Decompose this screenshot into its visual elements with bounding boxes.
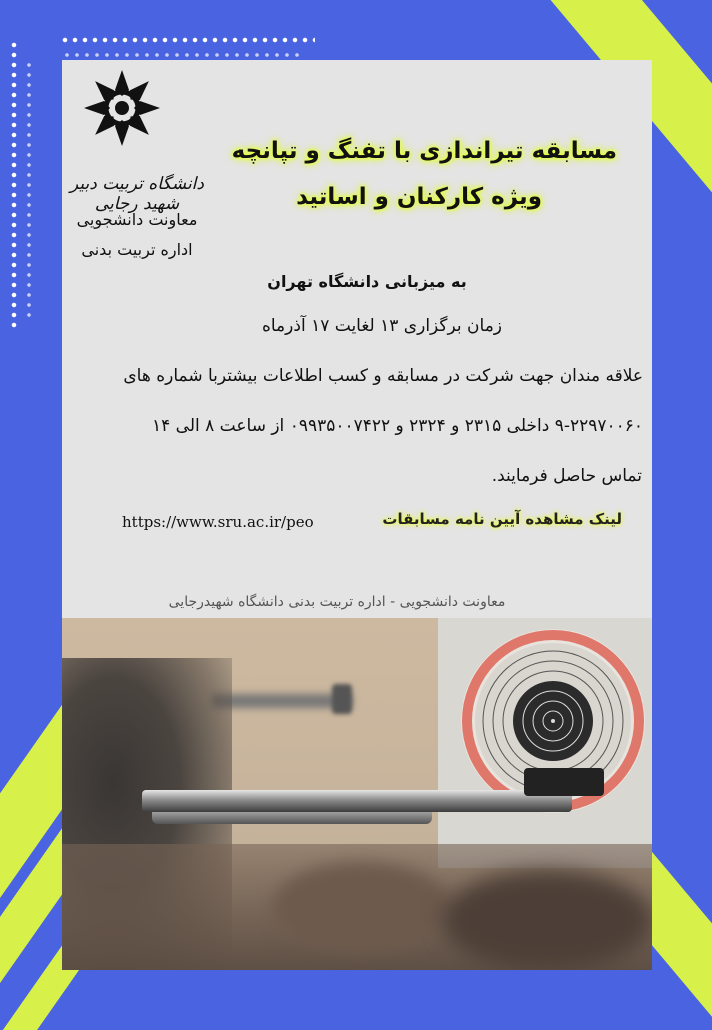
- shooting-photo: [62, 618, 652, 970]
- contact-info-line-2: ۹-۲۲۹۷۰۰۶۰ داخلی ۲۳۱۵ و ۲۳۲۴ و ۰۹۹۳۵۰۰۷۴۲۲ از ساعت ۸ الی ۱۴: [151, 416, 643, 436]
- foreground-blur: [272, 862, 452, 952]
- host-text: به میزبانی دانشگاه تهران: [267, 272, 467, 291]
- poster-title-line-2: ویژه کارکنان و اساتید: [296, 184, 542, 210]
- decor-dots: [26, 60, 32, 320]
- poster-title-line-1: مسابقه تیراندازی با تفنگ و تپانچه: [231, 138, 617, 164]
- rifle-barrel: [142, 790, 572, 812]
- announcement-card: [62, 60, 652, 970]
- schedule-text: زمان برگزاری ۱۳ لغایت ۱۷ آذرماه: [261, 316, 503, 336]
- rules-url[interactable]: https://www.sru.ac.ir/peo: [122, 513, 314, 531]
- university-name: دانشگاه تربیت دبیر شهید رجایی: [70, 174, 204, 214]
- university-logo-icon: [82, 68, 162, 148]
- contact-info-line-3: تماس حاصل فرمایند.: [491, 466, 642, 486]
- contact-info-line-1: علاقه مندان جهت شرکت در مسابقه و کسب اطلاعات بیشتربا شماره های: [123, 366, 643, 386]
- decor-dots: [60, 36, 315, 44]
- department-line-2: اداره تربیت بدنی: [81, 240, 193, 259]
- decor-dots: [10, 40, 18, 330]
- rules-link[interactable]: لینک مشاهده آیین نامه مسابقات: [382, 510, 622, 528]
- background-blur: [332, 684, 352, 714]
- background-blur: [212, 694, 352, 708]
- footer-text: معاونت دانشجویی - اداره تربیت بدنی دانشگاه شهیدرجایی: [168, 594, 506, 610]
- decor-dots: [62, 52, 302, 58]
- department-line-1: معاونت دانشجویی: [76, 210, 198, 229]
- foreground-blur: [442, 870, 652, 970]
- rifle-sight: [524, 768, 604, 796]
